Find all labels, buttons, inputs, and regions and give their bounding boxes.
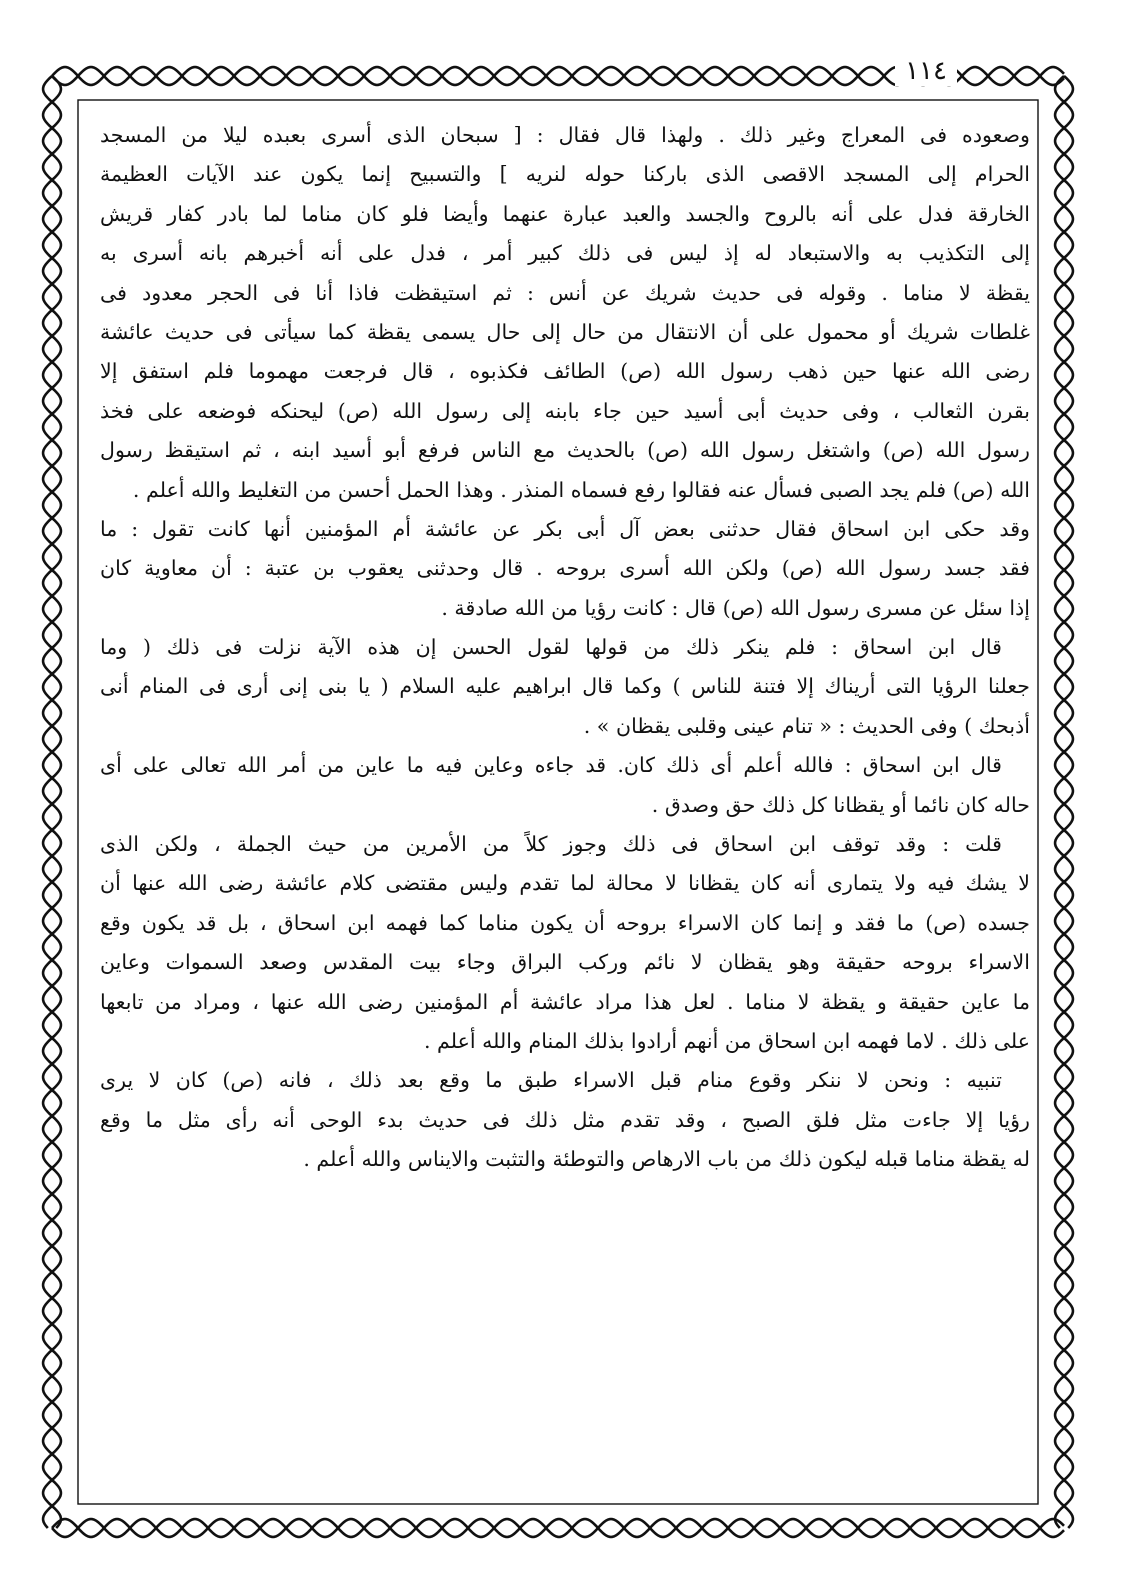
- text-line: بقرن الثعالب ، وفى حديث أبى أسيد حين جاء بابنه إلى رسول الله (ص) ليحنكه فوضعه على فخذ: [100, 398, 1030, 423]
- text-line: فقد جسد رسول الله (ص) ولكن الله أسرى بروحه . قال وحدثنى يعقوب بن عتبة : أن معاوية كان: [100, 556, 1030, 581]
- text-line: قال ابن اسحاق : فلم ينكر ذلك من قولها لقول الحسن إن هذه الآية نزلت فى ذلك ( وما: [100, 635, 1002, 660]
- text-line: قلت : وقد توقف ابن اسحاق فى ذلك وجوز كلاً من الأمرين من حيث الجملة ، ولكن الذى: [100, 832, 1002, 857]
- page-number: ١١٤: [895, 56, 957, 86]
- text-line: الله (ص) فلم يجد الصبى فسأل عنه فقالوا رفع فسماه المنذر . وهذا الحمل أحسن من التغليط والله أعلم .: [132, 477, 1030, 502]
- paragraph: [100, 116, 1030, 510]
- text-line: لا يشك فيه ولا يتمارى أنه كان يقظانا لا محالة لما تقدم وليس مقتضى كلام عائشة رضى الله عنها أن: [100, 871, 1030, 896]
- text-line: على ذلك . لاما فهمه ابن اسحاق من أنهم أرادوا بذلك المنام والله أعلم .: [423, 1028, 1030, 1053]
- text-line: رسول الله (ص) واشتغل رسول الله (ص) بالحديث مع الناس فرفع أبو أسيد ابنه ، ثم استيقظ رسول: [100, 438, 1030, 463]
- text-line: غلطات شريك أو محمول على أن الانتقال من حال إلى حال يسمى يقظة كما سيأتى فى حديث عائشة: [100, 319, 1030, 344]
- paragraph: [100, 746, 1030, 825]
- text-line: إلى التكذيب به والاستبعاد له إذ ليس فى ذلك كبير أمر ، فدل على أنه أخبرهم بانه أسرى به: [100, 241, 1030, 266]
- text-line: وقد حكى ابن اسحاق فقال حدثنى بعض آل أبى بكر عن عائشة أم المؤمنين أنها كانت تقول : ما: [100, 516, 1030, 541]
- paragraph: [100, 628, 1030, 746]
- text-line: الخارقة فدل على أنه بالروح والجسد والعبد عبارة عنهما وأيضا فلو كان مناما لما بادر كفار قريش: [100, 201, 1030, 226]
- text-line: رؤيا إلا جاءت مثل فلق الصبح ، وقد تقدم مثل ذلك فى حديث بدء الوحى أنه رأى مثل ما وقع: [100, 1107, 1030, 1132]
- text-line: يقظة لا مناما . وقوله فى حديث شريك عن أنس : ثم استيقظت فاذا أنا فى الحجر معدود فى: [100, 280, 1030, 305]
- text-line: الحرام إلى المسجد الاقصى الذى باركنا حوله لنريه ] والتسبيح إنما يكون عند الآيات العظيمة: [100, 162, 1030, 187]
- text-line: جسده (ص) ما فقد و إنما كان الاسراء بروحه أن يكون مناما كما فهمه ابن اسحاق ، بل قد يكون وقع: [100, 910, 1030, 935]
- text-line: وصعوده فى المعراج وغير ذلك . ولهذا قال فقال : [ سبحان الذى أسرى بعبده ليلا من المسجد: [100, 123, 1030, 147]
- text-line: الاسراء بروحه حقيقة وهو يقظان لا نائم وركب البراق وجاء بيت المقدس وصعد السموات وعاين: [100, 950, 1030, 975]
- text-line: تنبيه : ونحن لا ننكر وقوع منام قبل الاسراء طبق ما وقع بعد ذلك ، فانه (ص) كان لا يرى: [100, 1068, 1002, 1093]
- text-line: إذا سئل عن مسرى رسول الله (ص) قال : كانت رؤيا من الله صادقة .: [441, 595, 1030, 620]
- text-line: قال ابن اسحاق : فالله أعلم أى ذلك كان. قد جاءه وعاين فيه ما عاين من أمر الله تعالى على أى: [100, 753, 1002, 778]
- text-line: حاله كان نائما أو يقظانا كل ذلك حق وصدق .: [651, 792, 1030, 817]
- paragraph: [100, 1061, 1030, 1179]
- text-line: له يقظة مناما قبله ليكون ذلك من باب الارهاص والتوطئة والتثبت والايناس والله أعلم .: [303, 1147, 1030, 1172]
- paragraph: [100, 825, 1030, 1061]
- paragraph: [100, 510, 1030, 628]
- text-line: رضى الله عنها حين ذهب رسول الله (ص) الطائف فكذبوه ، قال فرجعت مهموما فلم استفق إلا: [100, 359, 1030, 384]
- text-line: ما عاين حقيقة و يقظة لا مناما . لعل هذا مراد عائشة أم المؤمنين رضى الله عنها ، ومراد من تابعها: [100, 989, 1030, 1014]
- text-line: أذبحك ) وفى الحديث : « تنام عينى وقلبى يقظان » .: [583, 713, 1030, 738]
- text-line: جعلنا الرؤيا التى أريناك إلا فتنة للناس ) وكما قال ابراهيم عليه السلام ( يا بنى إنى أرى فى المنام أنى: [100, 674, 1030, 699]
- main-text: [100, 116, 1030, 1496]
